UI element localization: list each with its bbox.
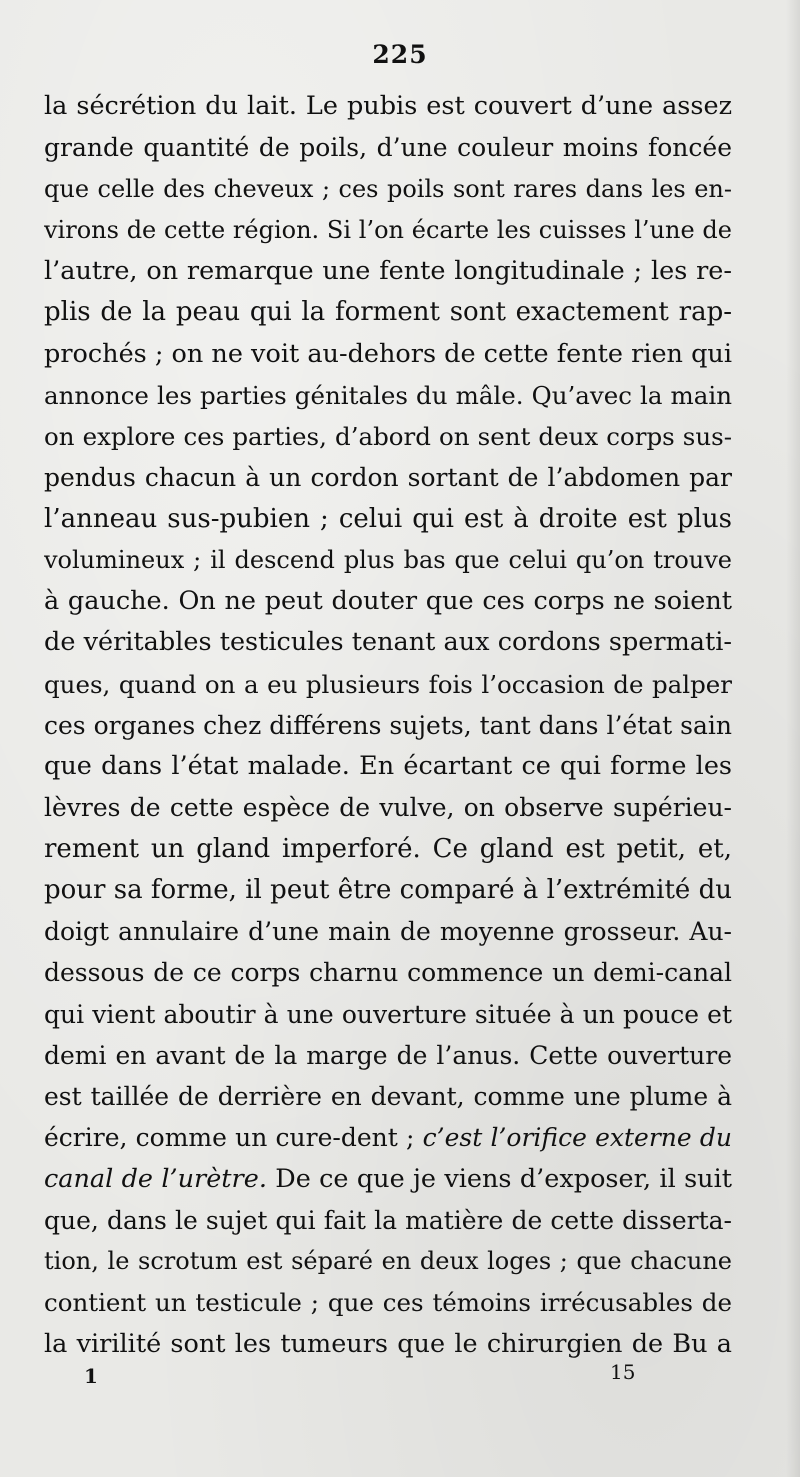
text-line [44, 1241, 732, 1282]
text-segment: virons de cette région. Si l’on écarte les cuisses l’une de [44, 215, 732, 244]
text-segment: ques, quand on a eu plusieurs fois l’occasion de palper [44, 669, 732, 699]
text-segment: plis de la peau qui la forment sont exactement rap- [44, 297, 732, 328]
text-segment: annonce les parties génitales du mâle. Qu’avec la main [44, 380, 732, 410]
text-line [44, 1117, 732, 1158]
text-line [44, 870, 732, 911]
text-line [44, 1324, 732, 1365]
text-line [44, 911, 732, 952]
text-segment: De ce que je viens d’exposer, il suit [266, 1163, 732, 1194]
text-segment: est taillée de derrière en devant, comme une plume à [44, 1082, 732, 1111]
text-line [44, 375, 732, 416]
text-segment: on explore ces parties, d’abord on sent deux corps sus- [44, 422, 732, 451]
text-line [44, 829, 732, 870]
text-line [44, 994, 732, 1035]
text-segment: l’autre, on remarque une fente longitudinale ; les re- [44, 256, 732, 286]
text-line [44, 1282, 732, 1323]
text-segment: grande quantité de poils, d’une couleur moins foncée [44, 133, 732, 163]
body-text [44, 86, 732, 1365]
text-segment: qui vient aboutir à une ouverture située à un pouce et [44, 999, 732, 1029]
text-line [44, 622, 732, 663]
text-segment: pendus chacun à un cordon sortant de l’abdomen par [44, 463, 732, 493]
text-line [44, 581, 732, 622]
page-edge-shadow [786, 0, 800, 1477]
text-segment: contient un testicule ; que ces témoins irrécusables de [44, 1288, 732, 1318]
text-line [44, 746, 732, 787]
text-line [44, 705, 732, 746]
text-line [44, 499, 732, 540]
text-line [44, 787, 732, 828]
text-line [44, 1035, 732, 1076]
text-line [44, 334, 732, 375]
text-line [44, 1076, 732, 1117]
text-segment: écrire, comme un cure-dent ; [44, 1123, 423, 1153]
text-segment: que dans l’état malade. En écartant ce qui forme les [44, 751, 732, 781]
text-line [44, 169, 732, 210]
text-line [44, 86, 732, 127]
text-segment: la virilité sont les tumeurs que le chirurgien de Bu a [44, 1328, 732, 1359]
page-number: 225 [372, 40, 428, 69]
text-line [44, 1159, 732, 1200]
text-segment: prochés ; on ne voit au-dehors de cette fente rien qui [44, 338, 732, 369]
text-segment: volumineux ; il descend plus bas que celui qu’on trouve [44, 545, 732, 574]
text-segment: ces organes chez différens sujets, tant dans l’état sain [44, 710, 732, 740]
page-footer [0, 1360, 800, 1390]
text-line [44, 416, 732, 457]
text-segment: lèvres de cette espèce de vulve, on observe supérieu- [44, 793, 732, 823]
text-line [44, 251, 732, 292]
italic-text-segment: c’est l’orifice externe du [422, 1123, 732, 1153]
text-line [44, 540, 732, 581]
text-line [44, 1200, 732, 1241]
text-segment: que celle des cheveux ; ces poils sont rares dans les en- [44, 174, 732, 203]
text-segment: la sécrétion du lait. Le pubis est couvert d’une assez [44, 91, 732, 121]
text-segment: doigt annulaire d’une main de moyenne grosseur. Au- [44, 917, 732, 946]
text-segment: pour sa forme, il peut être comparé à l’extrémité du [44, 874, 732, 905]
text-line [44, 952, 732, 993]
text-line [44, 664, 732, 705]
text-line [44, 127, 732, 168]
text-segment: demi en avant de la marge de l’anus. Cette ouverture [44, 1040, 732, 1070]
text-segment: rement un gland imperforé. Ce gland est petit, et, [44, 833, 732, 864]
text-segment: dessous de ce corps charnu commence un demi-canal [44, 958, 732, 988]
text-segment: l’anneau sus-pubien ; celui qui est à droite est plus [44, 503, 732, 534]
signature-mark-right: 15 [610, 1360, 636, 1384]
text-segment: que, dans le sujet qui fait la matière de cette disserta- [44, 1205, 732, 1235]
text-line [44, 457, 732, 498]
text-line [44, 210, 732, 251]
text-line [44, 292, 732, 333]
text-segment: tion, le scrotum est séparé en deux loges ; que chacune [44, 1247, 732, 1275]
text-segment: de véritables testicules tenant aux cordons spermati- [44, 627, 732, 658]
italic-text-segment: canal de l’urètre. [44, 1163, 267, 1194]
signature-mark-left: 1 [84, 1364, 98, 1388]
text-segment: à gauche. On ne peut douter que ces corps ne soient [44, 586, 732, 616]
